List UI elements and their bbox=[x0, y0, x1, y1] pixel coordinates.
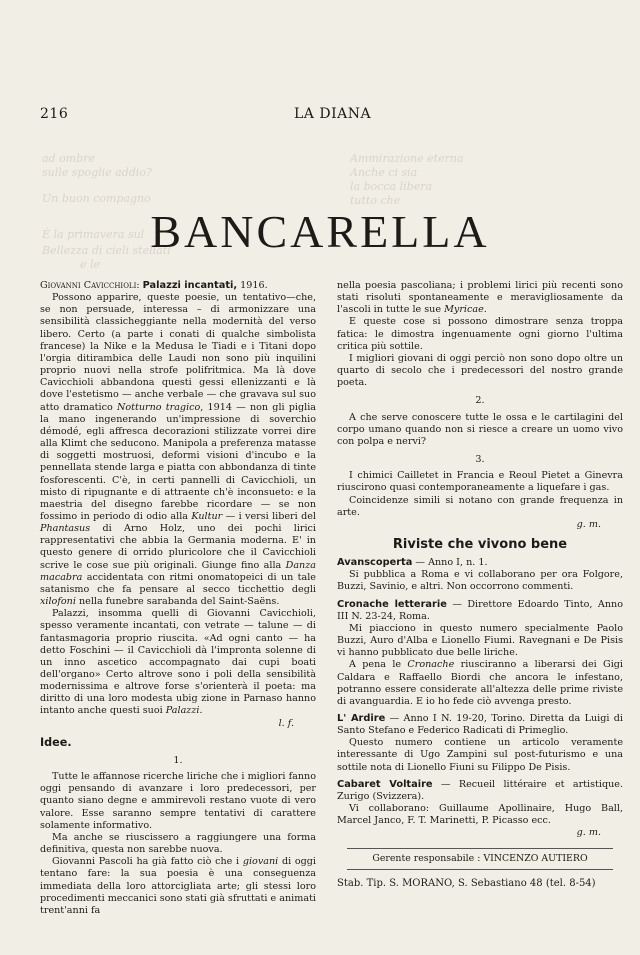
idee-paragraph: I chimici Cailletet in Francia e Reoul Pietet a Ginevra riuscirono quasi contemporaneamente a liquefare i gas. bbox=[337, 470, 623, 494]
journal-name: Cronache letterarie bbox=[337, 598, 447, 610]
journal-name: Cabaret Voltaire bbox=[337, 778, 433, 790]
signature: g. m. bbox=[576, 827, 601, 839]
idee-paragraph: Tutte le affannose ricerche liriche che i migliori fanno oggi pensando di avanzare i loro predecessori, per quanto siano degne e ammirevoli restano vuote di vero valore. Esse saranno sempre tentativi di carattere solamente informativo. bbox=[40, 771, 316, 831]
ghost-text: e le bbox=[80, 258, 101, 271]
review-entry-ardire: L' Ardire — Anno I N. 19-20, Torino. Diretta da Luigi di Santo Stefano e Federico Radicati di Primeglio. Questo numero contiene un articolo veramente interessante di Ugo Zampini sul post-futurismo e una sottile nota di Lionello Fiuni su Filippo De Pisis. bbox=[337, 713, 623, 773]
divider bbox=[347, 869, 613, 870]
gerente-line: Gerente responsabile : VINCENZO AUTIERO bbox=[372, 852, 588, 864]
section-number: 2. bbox=[475, 395, 485, 407]
printer-line: Stab. Tip. S. MORANO, S. Sebastiano 48 (tel. 8-54) bbox=[337, 877, 596, 889]
right-column bbox=[337, 280, 623, 890]
signature: l. f. bbox=[278, 717, 294, 729]
idee-paragraph: Giovanni Pascoli ha già fatto ciò che i giovani di oggi tentano fare: la sua poesia è una conseguenza immediata della loro attorcigliata arte; gli stessi loro procedimenti meccanici sono stati già sfruttati e animati trent'anni fa bbox=[40, 856, 316, 916]
journal-title: LA DIANA bbox=[294, 106, 372, 122]
review-paragraph: Palazzi, insomma quelli di Giovanni Cavicchioli, spesso veramente incantati, con vetrate — talune — di fantasmagoria proprio riuscita. «Ad ogni canto — ha detto Foschini — il Cavicchioli dà l'impronta solenne di un inno ascetico accompagnato dai cupi boati dell'organo» Certo altrove sono i poli della sensibilità modernissima e altrove forse s'orienterà il poeta: ma diritto di una loro modesta ubig zione in Parnaso hanno intanto anche questi suoi Palazzi. bbox=[40, 608, 316, 717]
journal-name: L' Ardire bbox=[337, 713, 386, 724]
review-author: Giovanni Cavicchioli: bbox=[40, 280, 140, 291]
article-title: BANCARELLA bbox=[150, 206, 490, 257]
ghost-text: ad ombre bbox=[42, 152, 95, 165]
idee-paragraph: Coincidenze simili si notano con grande frequenza in arte. bbox=[337, 494, 623, 518]
section-heading-idee: Idee. bbox=[40, 735, 72, 749]
review-entry-cabaret-voltaire: Cabaret Voltaire — Recueil littéraire et artistique. Zurigo (Svizzera). Vi collaborano: Guillaume Apollinaire, Hugo Ball, Marcel Janco, F. T. Marinetti, P. Picasso ecc. bbox=[337, 778, 623, 827]
review-book-title: Palazzi incantati, bbox=[142, 280, 238, 291]
idee-paragraph: I migliori giovani di oggi perciò non sono dopo oltre un quarto di secolo che i predecessori del nostro grande poeta. bbox=[337, 352, 623, 389]
left-column bbox=[40, 280, 316, 917]
section-number: 1. bbox=[173, 754, 183, 766]
journal-name: Avanscoperta bbox=[337, 557, 413, 569]
review-entry-avanscoperta: Avanscoperta — Anno I, n. 1. Si pubblica a Roma e vi collaborano per ora Folgore, Buzzi, Savinio, e altri. Non occorrono commenti. bbox=[337, 557, 623, 593]
idee-paragraph: nella poesia pascoliana; i problemi lirici più recenti sono stati risoluti spontaneamente e meravigliosamente da l'ascoli in tutte le sue Myricae. bbox=[337, 280, 623, 316]
review-year: 1916. bbox=[240, 280, 268, 291]
review-paragraph: Possono apparire, queste poesie, un tentativo—che, se non persuade, interessa – di armonizzare una sensibilità classicheggiante nella modernità del verso libero. Certo (a parte i conati di qualche simbolista francese) la Nike e la Medusa le Tiadi e i Titani dopo l'orgia ditirambica delle Laudi non sono più inquilini proprio nuovi nella strofe polifritmica. Ma là dove Cavicchioli abbandona questi gessi ellenizzanti e là dove l'estetismo — anche verbale — che gravava sul suo atto dramatico Notturno tragico, 1914 — non gli piglia la mano ingenerando un'impressione di soverchio démodé, egli affresca decorazioni stilizzate vorrei dire alla Klimt che seducono. Manipola a preferenza matasse di soggetti mostruosi, deformi visioni d'incubo e la pennellata stende larga e piatta con abbondanza di tinte fosforescenti. C'è, in certi pannelli di Cavicchioli, un misto di ripugnante e di attraente ch'è inconsueto: e la maestria del disegno farebbe ricordare — se non fossimo in periodo di odio alla Kultur — i versi liberi del Phantasus di Arno Holz, uno dei pochi lirici rappresentativi che abbia la Germania moderna. E' in questo genere di orrido pluricolore che il Cavicchioli scrive le cose sue più originali. Giunge fino alla Danza macabra accidentata con ritmi onomatopeici di un tale satanismo che fa pensare al secco ticchettio degli xilofoni nella funebre sarabanda del Saint-Saëns. bbox=[40, 292, 316, 608]
review-entry-cronache: Cronache letterarie — Direttore Edoardo Tinto, Anno III N. 23-24, Roma. Mi piacciono in questo numero specialmente Paolo Buzzi, Auro d'Alba e Lionello Fiumi. Ravegnani e De Pisis vi hanno pubblicato due belle liriche. A pena le Cronache riusciranno a liberarsi dei Gigi Caldara e Raffaello Biordi che ancora le infestano, potranno essere considerate all'altezza delle prime riviste di avanguardia. E io ho fede ciò avvenga presto. bbox=[337, 598, 623, 707]
idee-paragraph: A che serve conoscere tutte le ossa e le cartilagini del corpo umano quando non si riesce a creare un uomo vivo con polpa e nervi? bbox=[337, 411, 623, 447]
ghost-text: Anche ci sia bbox=[350, 166, 418, 179]
divider bbox=[347, 848, 613, 849]
ghost-text: la bocca libera bbox=[350, 180, 433, 193]
idee-paragraph: Ma anche se riuscissero a raggiungere una forma definitiva, questa non sarebbe nuova. bbox=[40, 831, 316, 856]
review-heading bbox=[40, 280, 316, 292]
ghost-text: tutto che bbox=[350, 194, 401, 207]
ghost-text: È la primavera sul bbox=[42, 228, 145, 241]
ghost-text: Bellezza di cieli stellati bbox=[42, 244, 171, 257]
idee-paragraph: E queste cose si possono dimostrare senza troppa fatica: le dimostra ingenuamente ogni giorno l'ultima critica più sottile. bbox=[337, 316, 623, 352]
ghost-text: Ammirazione eterna bbox=[350, 152, 464, 165]
signature: g. m. bbox=[576, 518, 601, 530]
riviste-heading: Riviste che vivono bene bbox=[392, 536, 568, 552]
ghost-text: Un buon compagno bbox=[42, 192, 151, 205]
page-number: 216 bbox=[40, 106, 69, 122]
section-number: 3. bbox=[475, 454, 485, 466]
ghost-text: sulle spoglie addio? bbox=[42, 166, 152, 179]
